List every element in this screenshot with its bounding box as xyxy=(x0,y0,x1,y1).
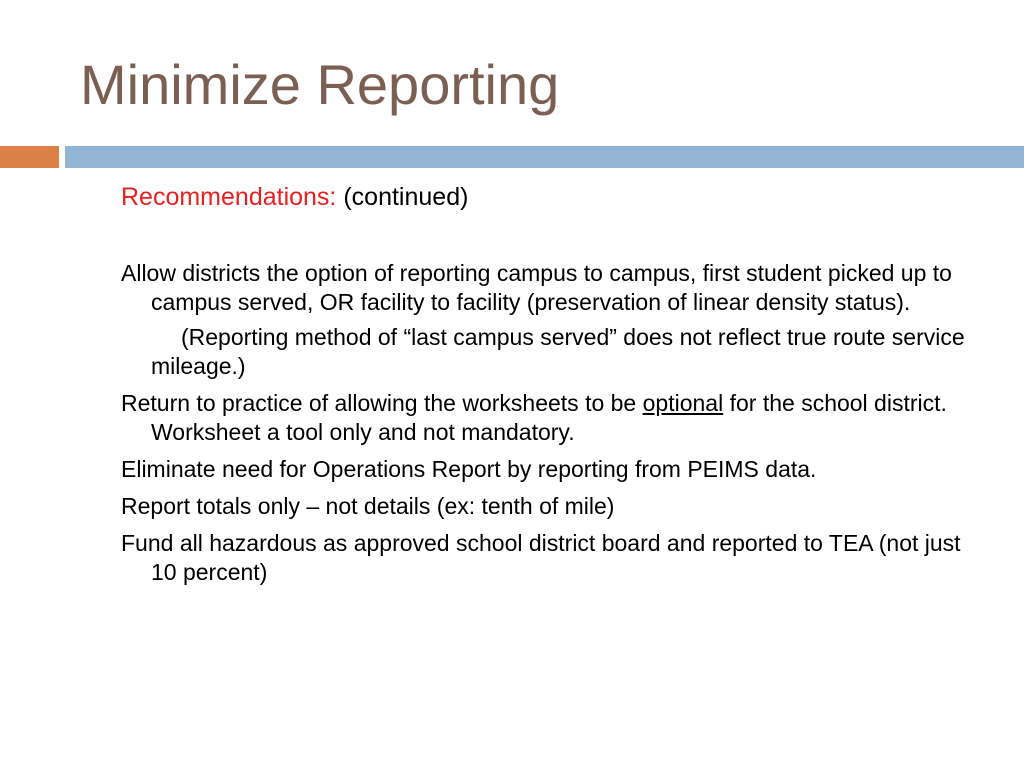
worksheets-text-start: Return to practice of allowing the worksheets to be xyxy=(121,390,643,416)
title-divider-orange xyxy=(0,146,59,168)
continued-label: (continued) xyxy=(343,183,469,211)
worksheets-text-end: for the school district. Worksheet a tool only and not mandatory. xyxy=(151,390,947,445)
slide-title: Minimize Reporting xyxy=(80,53,560,116)
recommendation-list xyxy=(121,259,971,587)
list-item-operations-report: Eliminate need for Operations Report by reporting from PEIMS data. xyxy=(121,456,817,482)
list-item-campus-note: (Reporting method of “last campus served” does not reflect true route service mileage.) xyxy=(151,324,965,379)
list-item-campus-reporting: Allow districts the option of reporting campus to campus, first student picked up to campus served, OR facility to facility (preservation of linear density status). xyxy=(121,260,952,315)
list-item-report-totals: Report totals only – not details (ex: tenth of mile) xyxy=(121,493,615,519)
section-subtitle xyxy=(121,180,468,214)
list-item-worksheets xyxy=(121,389,971,447)
worksheets-optional-emphasis: optional xyxy=(642,390,724,416)
title-divider-blue xyxy=(65,146,1024,168)
recommendations-label: Recommendations: xyxy=(121,183,337,211)
list-item-hazardous: Fund all hazardous as approved school district board and reported to TEA (not just 10 percent) xyxy=(121,530,961,585)
